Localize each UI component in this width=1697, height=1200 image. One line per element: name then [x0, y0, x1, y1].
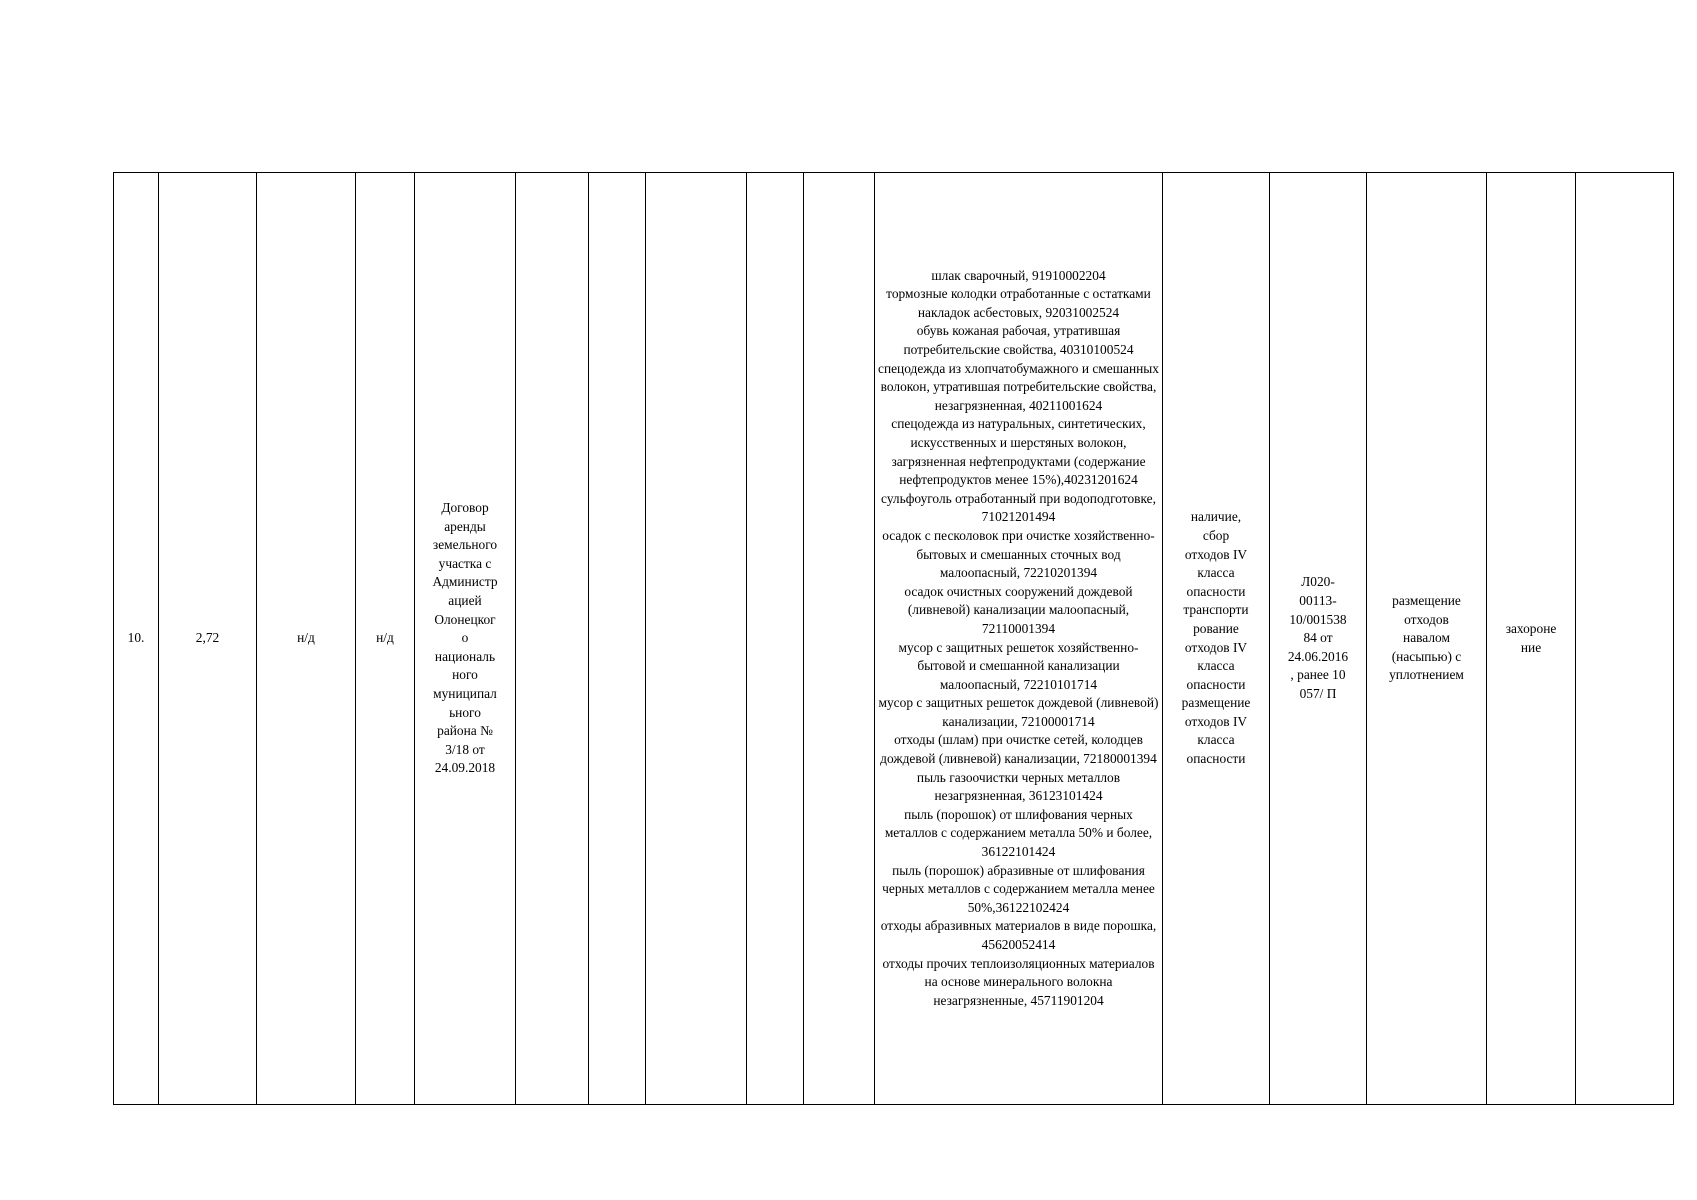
waste-entry: мусор с защитных решеток хозяйственно-бытовой и смешанной канализации малоопасный, 72210101714	[898, 639, 1139, 692]
area-cell: 2,72	[159, 173, 257, 1105]
document-cell: Договор аренды земельного участка с Администр ацией Олонецког о националь ного муниципал ьного района № 3/18 от 24.09.2018	[415, 173, 516, 1105]
activity-cell: наличие, сбор отходов IV класса опасности транспорти рование отходов IV класса опасности размещение отходов IV класса опасности	[1163, 173, 1270, 1105]
col4-cell: н/д	[356, 173, 415, 1105]
waste-entry: сульфоуголь отработанный при водоподготовке, 71021201494	[881, 490, 1156, 525]
waste-entry: мусор с защитных решеток дождевой (ливневой) канализации, 72100001714	[878, 695, 1159, 729]
col8-cell	[646, 173, 747, 1105]
license-cell: Л020- 00113- 10/001538 84 от 24.06.2016 , ранее 10 057/ П	[1270, 173, 1367, 1105]
waste-entry: отходы (шлам) при очистке сетей, колодцев дождевой (ливневой) канализации, 72180001394	[880, 732, 1157, 767]
table-row	[114, 173, 1674, 1105]
col6-cell	[516, 173, 589, 1105]
waste-list-cell	[875, 173, 1163, 1105]
waste-entry: пыль (порошок) от шлифования черных металлов с содержанием металла 50% и более, 36122101424	[884, 806, 1153, 860]
waste-entry: пыль газоочистки черных металлов незагрязненная, 36123101424	[916, 769, 1121, 804]
col10-cell	[804, 173, 875, 1105]
waste-entry: шлак сварочный, 91910002204	[931, 267, 1106, 283]
waste-entry: осадок очистных сооружений дождевой (ливневой) канализации малоопасный, 72110001394	[904, 583, 1133, 636]
waste-entry: спецодежда из хлопчатобумажного и смешанных волокон, утратившая потребительские свойства, незагрязненная, 40211001624	[878, 360, 1159, 413]
waste-entry: обувь кожаная рабочая, утратившая потребительские свойства, 40310100524	[903, 323, 1134, 357]
document-table	[113, 172, 1674, 1105]
col9-cell	[747, 173, 804, 1105]
waste-entry: осадок с песколовок при очистке хозяйственно-бытовых и смешанных сточных вод малоопасный, 72210201394	[882, 527, 1155, 581]
waste-entry: отходы прочих теплоизоляционных материалов на основе минерального волокна незагрязненные, 45711901204	[882, 955, 1155, 1008]
waste-entry: спецодежда из натуральных, синтетических, искусственных и шерстяных волокон, загрязненная нефтепродуктами (содержание нефтепродуктов менее 15%),40231201624	[891, 416, 1146, 488]
col7-cell	[589, 173, 646, 1105]
purpose-cell: захороне ние	[1487, 173, 1576, 1105]
col3-cell: н/д	[257, 173, 356, 1105]
method-cell: размещение отходов навалом (насыпью) с уплотнением	[1367, 173, 1487, 1105]
waste-entry: тормозные колодки отработанные с остатками накладок асбестовых, 92031002524	[886, 286, 1151, 320]
row-number-cell: 10.	[114, 173, 159, 1105]
waste-entry: пыль (порошок) абразивные от шлифования черных металлов с содержанием металла менее 50%,36122102424	[882, 862, 1155, 915]
waste-entry: отходы абразивных материалов в виде порошка, 45620052414	[880, 918, 1157, 952]
col16-cell	[1576, 173, 1674, 1105]
